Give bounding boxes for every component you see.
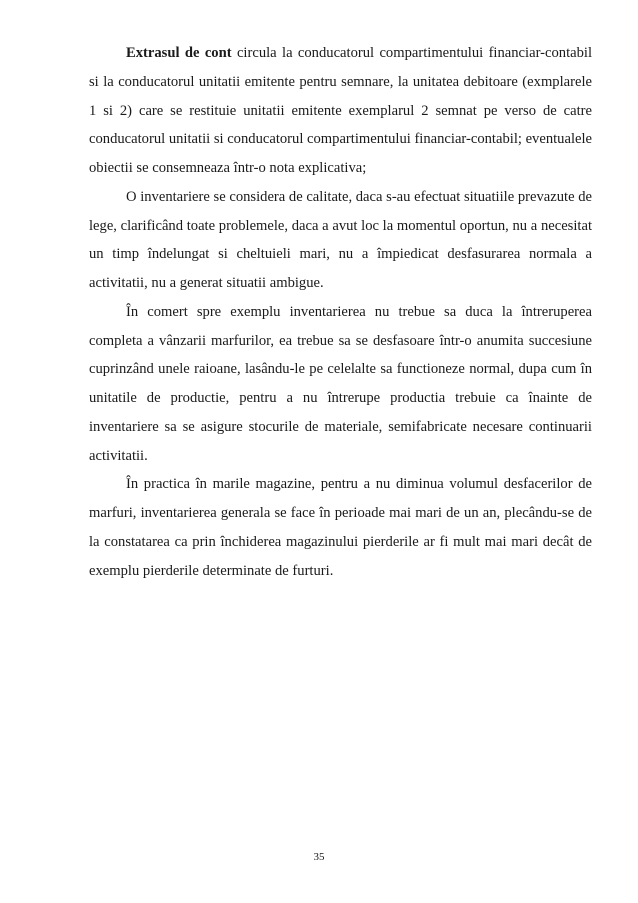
bold-term-extrasul-de-cont: Extrasul de cont bbox=[126, 45, 232, 61]
page-number: 35 bbox=[313, 851, 325, 863]
paragraph-text: O inventariere se considera de calitate, daca s-au efectuat situatiile prevazute de lege, clarificând toate problemele, daca a avut loc la momentul oportun, nu a necesitat un timp îndelungat si cheltuieli mari, nu a împiedicat desfasurarea normala a activitatii, nu a generat situatii ambigue. bbox=[89, 188, 592, 291]
paragraph-text: În comert spre exemplu inventarierea nu trebue sa duca la întreruperea completa a vânzarii marfurilor, ea trebue sa se desfasoare într-o anumita succesiune cuprinzând unele raioane, lasându-le pe celelalte sa functioneze normal, dupa cum în unitatile de productie, pentru a nu întrerupe productia trebuie ca înainte de inventariere sa se asigure stocurile de materiale, semifabricate necesare continuarii activitatii. bbox=[89, 303, 592, 464]
paragraph-inventariere-comert bbox=[89, 298, 592, 471]
paragraph-practica-magazine bbox=[89, 470, 592, 585]
paragraph-text: În practica în marile magazine, pentru a nu diminua volumul desfacerilor de marfuri, inventarierea generala se face în perioade mai mari de un an, plecându-se de la constatarea ca prin închiderea magazinului pierderile ar fi mult mai mari decât de exemplu pierderile determinate de furturi. bbox=[89, 476, 592, 579]
paragraph-text: circula la conducatorul compartimentului financiar-contabil si la conducatorul unitatii emitente pentru semnare, la unitatea debitoare (exmplarele 1 si 2) care se restituie unitatii emitente exemplarul 2 semnat pe verso de catre conducatorul unitatii si conducatorul compartimentului financiar-contabil; eventualele obiectii se consemneaza într-o nota explicativa; bbox=[89, 45, 593, 176]
paragraph-extrasul-de-cont bbox=[89, 39, 592, 183]
paragraph-inventariere-calitate bbox=[89, 183, 592, 298]
body-text bbox=[89, 39, 592, 585]
